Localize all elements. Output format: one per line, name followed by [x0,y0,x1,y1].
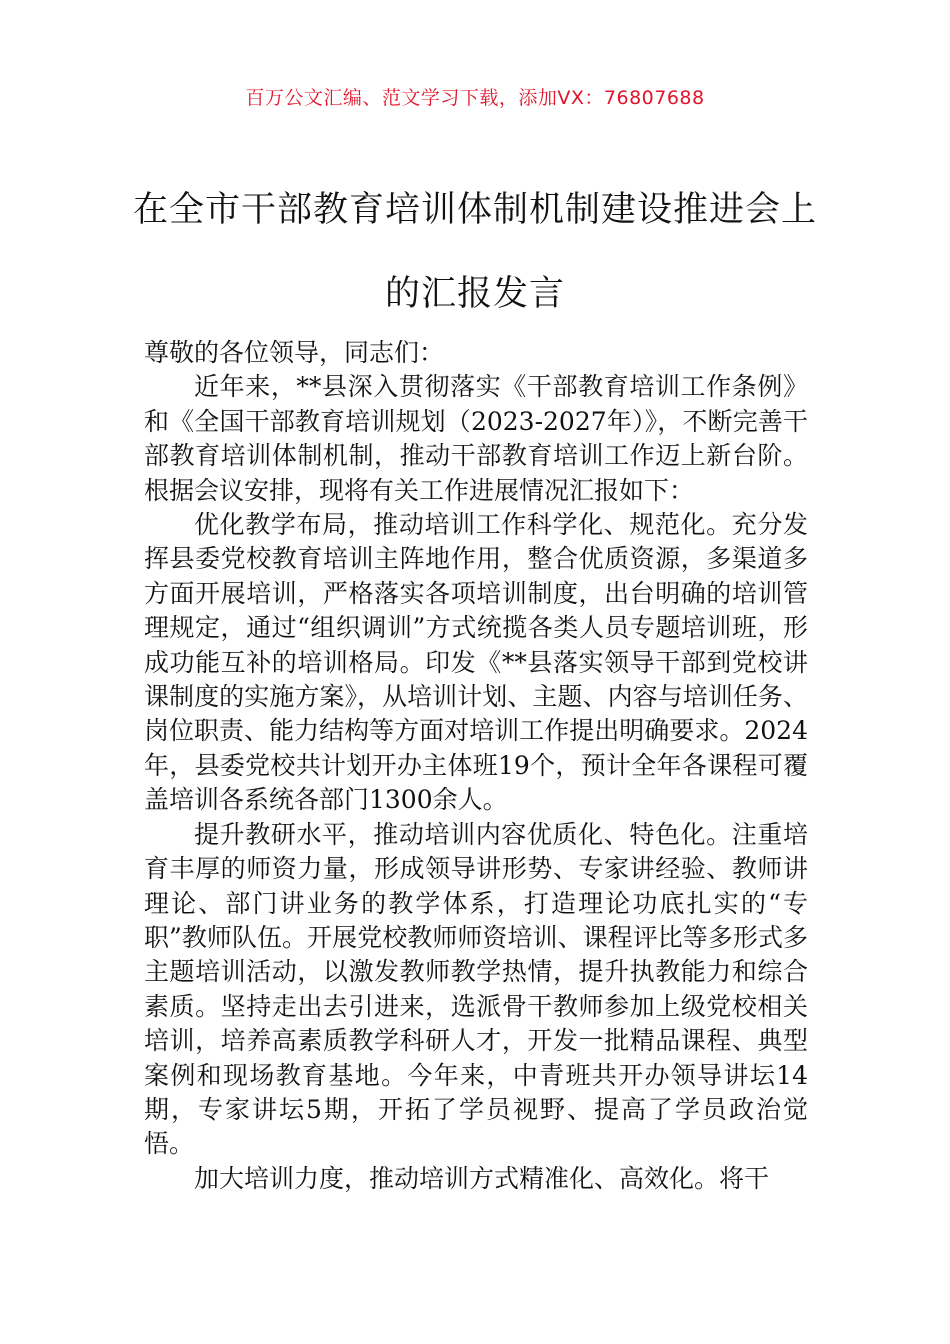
document-body [144,336,808,1196]
document-title: 在全市干部教育培训体制机制建设推进会上的汇报发言 [132,190,817,314]
paragraph-training-intensity: 加大培训力度，推动培训方式精准化、高效化。将干 [194,1163,770,1193]
paragraph-intro: 近年来，**县深入贯彻落实《干部教育培训工作条例》和《全国干部教育培训规划（2023-2027年）》，不断完善干部教育培训体制机制，推动干部教育培训工作迈上新台阶。根据会议安排，现将有关工作进展情况汇报如下： [144,372,808,505]
salutation: 尊敬的各位领导，同志们： [144,338,445,367]
watermark-banner: 百万公文汇编、范文学习下载，添加VX：76807688 [245,87,705,109]
paragraph-teaching-research: 提升教研水平，推动培训内容优质化、特色化。注重培育丰厚的师资力量，形成领导讲形势、专家讲经验、教师讲理论、部门讲业务的教学体系，打造理论功底扎实的“专职”教师队伍。开展党校教师师资培训、课程评比等多形式多主题培训活动，以激发教师教学热情，提升执教能力和综合素质。坚持走出去引进来，选派骨干教师参加上级党校相关培训，培养高素质教学科研人才，开发一批精品课程、典型案例和现场教育基地。今年来，中青班共开办领导讲坛14期，专家讲坛5期，开拓了学员视野、提高了学员政治觉悟。 [144,819,808,1159]
paragraph-teaching-layout: 优化教学布局，推动培训工作科学化、规范化。充分发挥县委党校教育培训主阵地作用，整合优质资源，多渠道多方面开展培训，严格落实各项培训制度，出台明确的培训管理规定，通过“组织调训”方式统揽各类人员专题培训班，形成功能互补的培训格局。印发《**县落实领导干部到党校讲课制度的实施方案》，从培训计划、主题、内容与培训任务、岗位职责、能力结构等方面对培训工作提出明确要求。2024年，县委党校共计划开办主体班19个，预计全年各课程可覆盖培训各系统各部门1300余人。 [144,510,808,815]
